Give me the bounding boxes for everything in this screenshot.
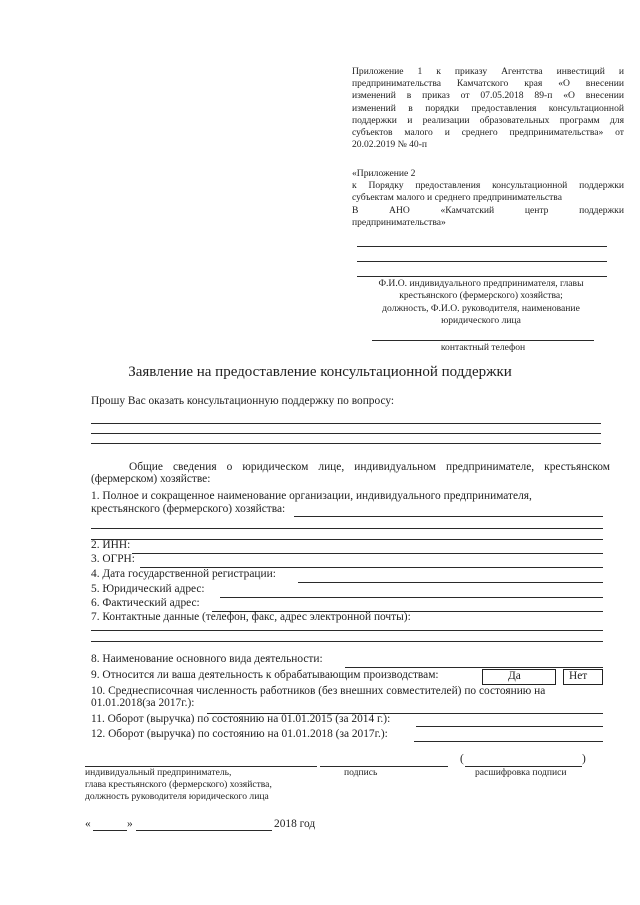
annex2-to-word: поддержки [579, 204, 624, 216]
item1-field-line[interactable] [91, 528, 603, 529]
annex1-line: субъектов малого и среднего предпринимательства» от [352, 127, 624, 139]
legal-address-label: 5. Юридический адрес: [91, 583, 205, 595]
reg-date-label: 4. Дата государственной регистрации: [91, 568, 276, 580]
role-caption-line: должность руководителя юридического лица [85, 791, 269, 803]
employees-line: 01.01.2018(за 2017г.): [91, 697, 195, 709]
activity-label: 8. Наименование основного вида деятельности: [91, 653, 323, 665]
employees-label [91, 685, 545, 709]
date-year: 2018 год [274, 818, 316, 830]
inn-line[interactable] [132, 553, 603, 554]
page-title: Заявление на предоставление консультационной поддержки [128, 364, 512, 380]
applicant-caption-line: юридического лица [441, 315, 521, 327]
reg-date-line[interactable] [298, 582, 603, 583]
employees-line: 10. Среднесписочная численность работников (без внешних совместителей) по состоянию на [91, 685, 546, 697]
applicant-line[interactable] [357, 261, 607, 262]
item1-label [91, 490, 532, 515]
applicant-caption-line: Ф.И.О. индивидуального предпринимателя, главы [378, 278, 584, 289]
general-info-line: Общие сведения о юридическом лице, индивидуальном предпринимателе, крестьянском [129, 461, 610, 473]
annex2-to-word: В [352, 204, 359, 216]
general-info [91, 461, 610, 485]
turnover-2015-line[interactable] [416, 726, 603, 727]
annex2-to-word: АНО [389, 204, 410, 216]
annex1-line: изменений в приказ от 07.05.2018 89-п «О внесении [352, 90, 624, 102]
annex2-block [352, 168, 624, 229]
annex2-line: «Приложение 2 [352, 168, 416, 179]
request-line[interactable] [91, 443, 601, 444]
applicant-caption-line: должность, Ф.И.О. руководителя, наименование [382, 302, 580, 314]
request-line[interactable] [91, 433, 601, 434]
actual-address-label: 6. Фактический адрес: [91, 597, 200, 609]
annex1-line: 20.02.2019 № 40-п [352, 139, 428, 151]
annex1-line: поддержки и реализации образовательных программ для [352, 114, 624, 126]
turnover-2018-line[interactable] [414, 741, 603, 742]
yes-label: Да [508, 670, 521, 682]
phone-line[interactable] [372, 340, 594, 341]
processing-yes-box[interactable] [482, 669, 556, 685]
legal-address-line[interactable] [220, 597, 603, 598]
annex2-line: к Порядку предоставления консультационной поддержки [352, 180, 624, 192]
applicant-line[interactable] [357, 246, 607, 247]
sign-line[interactable] [320, 766, 448, 767]
no-label: Нет [569, 670, 588, 682]
sign-caption: подпись [344, 767, 378, 778]
decode-caption: расшифровка подписи [475, 767, 567, 778]
request-line[interactable] [91, 423, 601, 424]
annex2-to-word: «Камчатский [440, 204, 495, 216]
turnover-2015-label: 11. Оборот (выручка) по состоянию на 01.01.2015 (за 2014 г.): [91, 713, 391, 725]
annex2-to-line [352, 205, 624, 217]
date-quote-close: » [127, 818, 133, 830]
date-month-line[interactable] [136, 830, 272, 831]
paren-open: ( [460, 753, 464, 765]
contacts-label: 7. Контактные данные (телефон, факс, адрес электронной почты): [91, 611, 411, 623]
applicant-caption [355, 278, 607, 328]
role-caption-line: глава крестьянского (фермерского) хозяйства, [85, 779, 272, 791]
item1-line: крестьянского (фермерского) хозяйства: [91, 503, 286, 515]
ogrn-label: 3. ОГРН: [91, 553, 135, 565]
role-caption-line: индивидуальный предприниматель, [85, 767, 232, 778]
paren-close: ) [582, 753, 586, 765]
activity-line[interactable] [345, 667, 603, 668]
annex1-line: предпринимательства Камчатского края «О внесении [352, 78, 624, 90]
item1-line: 1. Полное и сокращенное наименование организации, индивидуального предпринимателя, [91, 490, 532, 502]
annex1-block [352, 66, 624, 151]
annex2-to-word: центр [524, 204, 549, 216]
applicant-line[interactable] [357, 276, 607, 277]
turnover-2018-label: 12. Оборот (выручка) по состоянию на 01.01.2018 (за 2017г.): [91, 728, 388, 740]
date-day-line[interactable] [93, 830, 127, 831]
processing-label: 9. Относится ли ваша деятельность к обрабатывающим производствам: [91, 669, 439, 681]
inn-label: 2. ИНН: [91, 539, 131, 551]
annex2-line: предпринимательства» [352, 216, 446, 228]
item1-field-line[interactable] [294, 516, 603, 517]
contacts-line[interactable] [91, 630, 603, 631]
annex1-line: Приложение 1 к приказу Агентства инвестиций и [352, 66, 624, 77]
processing-no-box[interactable] [563, 669, 603, 685]
role-caption [85, 767, 272, 804]
contacts-line[interactable] [91, 641, 603, 642]
phone-caption: контактный телефон [440, 342, 526, 353]
applicant-caption-line: крестьянского (фермерского) хозяйства; [399, 290, 563, 302]
date-quote-open: « [85, 818, 91, 830]
general-info-line: (фермерском) хозяйстве: [91, 473, 211, 485]
item1-field-line[interactable] [91, 539, 603, 540]
annex1-line: изменений в порядки предоставления консультационной [352, 102, 624, 114]
annex2-line: субъектам малого и среднего предпринимательства [352, 192, 562, 204]
request-text: Прошу Вас оказать консультационную поддержку по вопросу: [91, 395, 395, 407]
